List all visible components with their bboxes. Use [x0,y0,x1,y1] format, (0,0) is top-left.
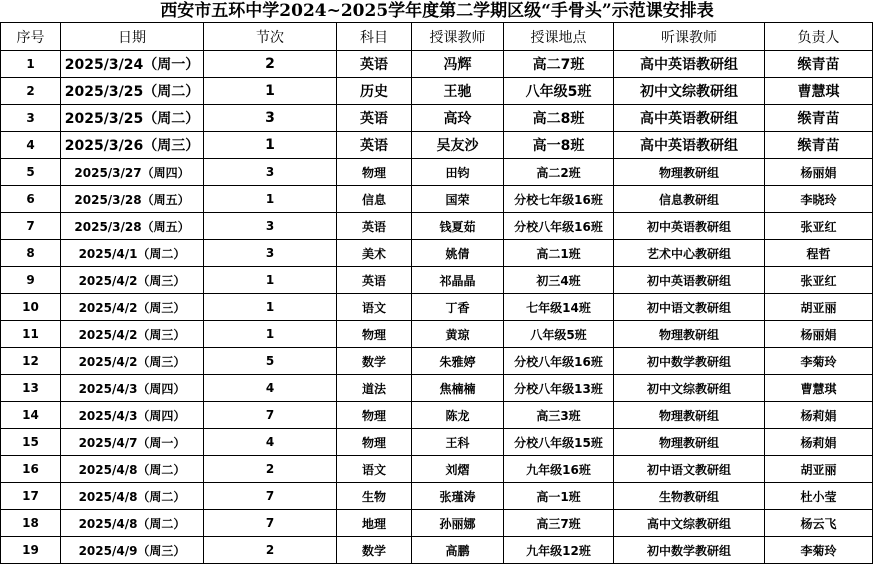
cell-teacher: 姚倩 [412,240,504,267]
cell-teacher: 焦楠楠 [412,375,504,402]
header-row [1,23,873,51]
cell-location: 高二2班 [504,159,614,186]
table-row [1,375,873,402]
cell-person-in-charge: 胡亚丽 [765,456,873,483]
cell-teacher: 朱雅婷 [412,348,504,375]
cell-location: 八年级5班 [504,321,614,348]
header-index: 序号 [1,23,61,51]
cell-subject: 信息 [337,186,412,213]
cell-person-in-charge: 缑青苗 [765,105,873,132]
cell-subject: 语文 [337,456,412,483]
table-row [1,213,873,240]
cell-observers: 信息教研组 [614,186,765,213]
cell-observers: 物理教研组 [614,429,765,456]
table-row [1,483,873,510]
cell-period: 7 [204,402,337,429]
cell-person-in-charge: 杨云飞 [765,510,873,537]
table-row [1,321,873,348]
cell-subject: 英语 [337,132,412,159]
table-row [1,456,873,483]
cell-index: 11 [1,321,61,348]
cell-subject: 英语 [337,267,412,294]
cell-location: 九年级12班 [504,537,614,564]
cell-subject: 数学 [337,537,412,564]
cell-observers: 初中英语教研组 [614,267,765,294]
cell-subject: 语文 [337,294,412,321]
header-observers: 听课教师 [614,23,765,51]
cell-teacher: 张瑾涛 [412,483,504,510]
cell-observers: 高中英语教研组 [614,105,765,132]
cell-index: 2 [1,78,61,105]
cell-index: 9 [1,267,61,294]
cell-person-in-charge: 杨莉娟 [765,402,873,429]
cell-person-in-charge: 缑青苗 [765,132,873,159]
cell-person-in-charge: 张亚红 [765,213,873,240]
cell-period: 1 [204,186,337,213]
table-row [1,267,873,294]
cell-subject: 历史 [337,78,412,105]
cell-observers: 物理教研组 [614,402,765,429]
cell-person-in-charge: 曹慧琪 [765,375,873,402]
cell-location: 分校七年级16班 [504,186,614,213]
cell-date: 2025/3/24（周一） [61,51,204,78]
schedule-table [0,22,873,564]
cell-index: 3 [1,105,61,132]
cell-location: 分校八年级15班 [504,429,614,456]
cell-period: 2 [204,537,337,564]
cell-subject: 数学 [337,348,412,375]
cell-date: 2025/4/8（周二） [61,510,204,537]
cell-date: 2025/4/9（周三） [61,537,204,564]
page-title: 西安市五环中学2024~2025学年度第二学期区级“手骨头”示范课安排表 [160,1,714,21]
cell-date: 2025/4/2（周三） [61,321,204,348]
cell-date: 2025/4/3（周四） [61,375,204,402]
cell-location: 高三7班 [504,510,614,537]
cell-location: 分校八年级16班 [504,348,614,375]
cell-date: 2025/3/27（周四） [61,159,204,186]
cell-period: 1 [204,78,337,105]
cell-date: 2025/4/3（周四） [61,402,204,429]
table-row [1,132,873,159]
table-row [1,402,873,429]
cell-date: 2025/3/26（周三） [61,132,204,159]
cell-location: 分校八年级13班 [504,375,614,402]
cell-period: 3 [204,213,337,240]
cell-observers: 高中英语教研组 [614,51,765,78]
table-row [1,510,873,537]
cell-subject: 生物 [337,483,412,510]
cell-subject: 物理 [337,321,412,348]
cell-date: 2025/4/2（周三） [61,267,204,294]
cell-teacher: 王科 [412,429,504,456]
cell-date: 2025/4/8（周二） [61,456,204,483]
cell-location: 分校八年级16班 [504,213,614,240]
cell-subject: 物理 [337,402,412,429]
table-row [1,240,873,267]
cell-period: 2 [204,456,337,483]
cell-teacher: 高玲 [412,105,504,132]
cell-person-in-charge: 杨莉娟 [765,429,873,456]
cell-subject: 地理 [337,510,412,537]
cell-teacher: 刘熠 [412,456,504,483]
cell-location: 八年级5班 [504,78,614,105]
cell-period: 3 [204,240,337,267]
cell-subject: 物理 [337,429,412,456]
table-row [1,537,873,564]
cell-person-in-charge: 李晓玲 [765,186,873,213]
cell-teacher: 田钧 [412,159,504,186]
cell-date: 2025/4/2（周三） [61,294,204,321]
cell-location: 高三3班 [504,402,614,429]
cell-period: 7 [204,483,337,510]
cell-period: 1 [204,321,337,348]
cell-location: 九年级16班 [504,456,614,483]
table-row [1,78,873,105]
cell-location: 初三4班 [504,267,614,294]
table-row [1,105,873,132]
cell-period: 4 [204,429,337,456]
cell-index: 6 [1,186,61,213]
cell-period: 7 [204,510,337,537]
cell-person-in-charge: 李菊玲 [765,348,873,375]
cell-observers: 初中语文教研组 [614,294,765,321]
table-row [1,348,873,375]
cell-index: 4 [1,132,61,159]
cell-location: 高二8班 [504,105,614,132]
cell-period: 5 [204,348,337,375]
cell-index: 8 [1,240,61,267]
cell-person-in-charge: 张亚红 [765,267,873,294]
cell-date: 2025/4/8（周二） [61,483,204,510]
header-location: 授课地点 [504,23,614,51]
cell-person-in-charge: 杜小莹 [765,483,873,510]
cell-index: 18 [1,510,61,537]
cell-teacher: 孙丽娜 [412,510,504,537]
cell-teacher: 国荣 [412,186,504,213]
cell-observers: 物理教研组 [614,159,765,186]
cell-date: 2025/3/25（周二） [61,78,204,105]
cell-subject: 英语 [337,105,412,132]
cell-location: 高一8班 [504,132,614,159]
cell-subject: 美术 [337,240,412,267]
cell-person-in-charge: 曹慧琪 [765,78,873,105]
cell-person-in-charge: 杨丽娟 [765,159,873,186]
cell-observers: 高中文综教研组 [614,510,765,537]
cell-observers: 初中文综教研组 [614,78,765,105]
cell-observers: 初中数学教研组 [614,348,765,375]
cell-period: 1 [204,267,337,294]
cell-subject: 物理 [337,159,412,186]
cell-date: 2025/3/28（周五） [61,213,204,240]
table-row [1,51,873,78]
cell-index: 19 [1,537,61,564]
cell-index: 17 [1,483,61,510]
cell-period: 4 [204,375,337,402]
cell-observers: 初中语文教研组 [614,456,765,483]
header-teacher: 授课教师 [412,23,504,51]
cell-person-in-charge: 李菊玲 [765,537,873,564]
cell-index: 10 [1,294,61,321]
cell-period: 3 [204,159,337,186]
header-period: 节次 [204,23,337,51]
cell-index: 12 [1,348,61,375]
cell-date: 2025/3/25（周二） [61,105,204,132]
cell-location: 高二1班 [504,240,614,267]
cell-subject: 英语 [337,213,412,240]
cell-teacher: 吴友沙 [412,132,504,159]
table-row [1,159,873,186]
cell-date: 2025/4/2（周三） [61,348,204,375]
cell-teacher: 丁香 [412,294,504,321]
header-person-in-charge: 负责人 [765,23,873,51]
cell-location: 高二7班 [504,51,614,78]
cell-person-in-charge: 缑青苗 [765,51,873,78]
cell-index: 14 [1,402,61,429]
table-row [1,294,873,321]
header-date: 日期 [61,23,204,51]
cell-location: 七年级14班 [504,294,614,321]
cell-date: 2025/4/7（周一） [61,429,204,456]
cell-period: 3 [204,105,337,132]
cell-index: 1 [1,51,61,78]
cell-period: 1 [204,294,337,321]
cell-teacher: 王驰 [412,78,504,105]
table-row [1,429,873,456]
cell-observers: 初中文综教研组 [614,375,765,402]
cell-teacher: 钱夏茹 [412,213,504,240]
cell-subject: 英语 [337,51,412,78]
cell-person-in-charge: 杨丽娟 [765,321,873,348]
cell-subject: 道法 [337,375,412,402]
cell-teacher: 祁晶晶 [412,267,504,294]
cell-period: 2 [204,51,337,78]
cell-date: 2025/3/28（周五） [61,186,204,213]
cell-index: 5 [1,159,61,186]
cell-teacher: 陈龙 [412,402,504,429]
cell-location: 高一1班 [504,483,614,510]
cell-observers: 初中英语教研组 [614,213,765,240]
cell-observers: 物理教研组 [614,321,765,348]
cell-teacher: 高鹏 [412,537,504,564]
cell-date: 2025/4/1（周二） [61,240,204,267]
table-row [1,186,873,213]
cell-period: 1 [204,132,337,159]
cell-index: 16 [1,456,61,483]
cell-index: 13 [1,375,61,402]
cell-observers: 艺术中心教研组 [614,240,765,267]
cell-observers: 初中数学教研组 [614,537,765,564]
cell-observers: 生物教研组 [614,483,765,510]
cell-teacher: 冯辉 [412,51,504,78]
cell-teacher: 黄琼 [412,321,504,348]
header-subject: 科目 [337,23,412,51]
cell-index: 15 [1,429,61,456]
cell-observers: 高中英语教研组 [614,132,765,159]
cell-person-in-charge: 胡亚丽 [765,294,873,321]
cell-person-in-charge: 程哲 [765,240,873,267]
cell-index: 7 [1,213,61,240]
